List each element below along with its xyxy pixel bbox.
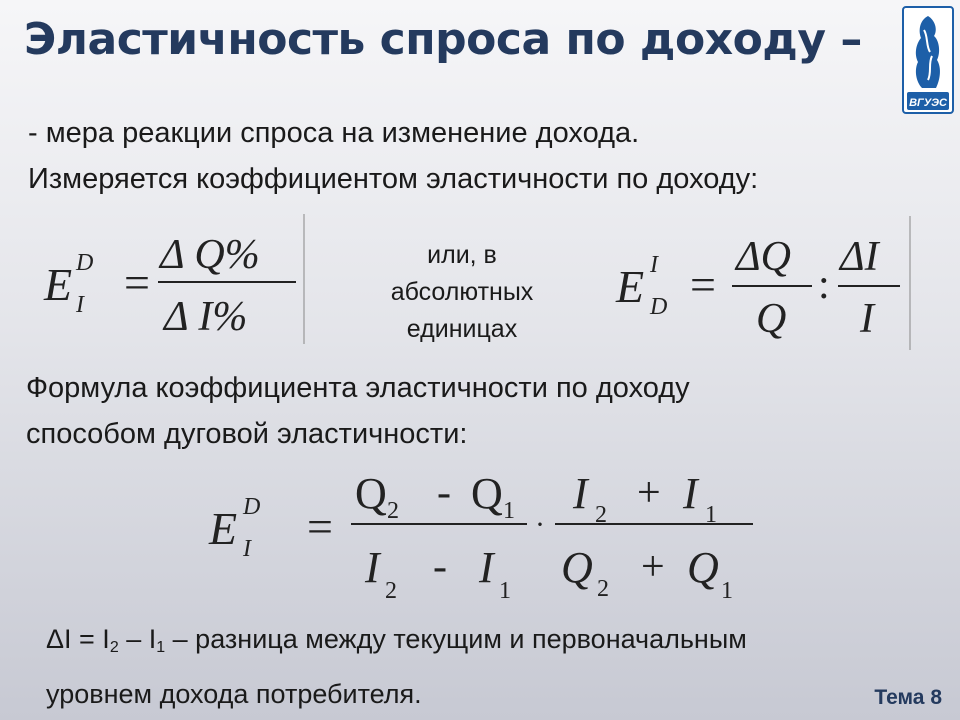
arc-f1-den-b-sub: 1 xyxy=(499,578,511,604)
arc-f2-num-op: + xyxy=(637,470,661,516)
formula-right-frac1-num: ΔQ xyxy=(736,234,791,280)
footnote-delta: ΔI = I xyxy=(46,624,110,654)
arc-f2-den-a-sub: 2 xyxy=(597,576,609,602)
footnote-minus: – I xyxy=(118,624,157,654)
theme-label: Тема 8 xyxy=(874,686,942,709)
arc-sup: D xyxy=(243,494,261,520)
arc-f2-den-op: + xyxy=(641,544,665,590)
arc-f1-num-a-sub: 2 xyxy=(387,498,399,524)
footnote-rest: – разница между текущим и первоначальным xyxy=(165,624,747,654)
arc-f1-den-a-sub: 2 xyxy=(385,578,397,604)
delta-income-definition xyxy=(46,616,906,717)
intro-line-2: Измеряется коэффициентом эластичности по доходу: xyxy=(28,163,759,195)
note-line-3: единицах xyxy=(406,315,518,343)
formula-right-sub: D xyxy=(650,294,668,320)
formula-left-sup: D xyxy=(76,250,94,276)
arc-f1-num-a: Q xyxy=(355,469,387,518)
formula-right-ratio: : xyxy=(818,262,830,308)
sec2-line-1: Формула коэффициента эластичности по доходу xyxy=(26,372,690,404)
arc-f1-num-op: - xyxy=(437,470,451,516)
arc-f2-num-b: I xyxy=(683,469,698,518)
arc-f1-den-a: I xyxy=(365,543,380,592)
arc-e: E xyxy=(209,503,238,554)
absolute-units-note xyxy=(352,237,572,348)
formula-right-e: E xyxy=(616,261,645,312)
formula-left-denominator: Δ I% xyxy=(164,294,248,340)
formula-right-sup: I xyxy=(650,252,658,278)
formula-right-eq: = xyxy=(690,259,716,310)
formula-right-frac2-num: ΔI xyxy=(840,234,879,280)
intro-line-1: - мера реакции спроса на изменение дохода. xyxy=(28,117,640,149)
arc-elasticity-heading xyxy=(26,365,886,457)
footnote-sub-2: 2 xyxy=(109,639,119,656)
arc-f1-num-b: Q xyxy=(471,469,503,518)
arc-f1-num-b-sub: 1 xyxy=(503,498,515,524)
note-line-1: или, в xyxy=(427,241,497,269)
logo-text: ВГУЭС xyxy=(909,97,947,109)
formula-left-numerator: Δ Q% xyxy=(160,232,260,278)
arc-sub: I xyxy=(243,536,251,562)
arc-eq: = xyxy=(307,501,333,552)
arc-f1-den-b: I xyxy=(479,543,494,592)
arc-f2-den-b-sub: 1 xyxy=(721,578,733,604)
formula-left-sub: I xyxy=(76,292,84,318)
formula-right-frac1-den: Q xyxy=(756,296,787,342)
note-line-2: абсолютных xyxy=(390,278,534,306)
arc-dot: · xyxy=(535,508,545,541)
arc-f2-den-b: Q xyxy=(687,543,719,592)
formula-absolute xyxy=(612,214,916,352)
formula-right-frac2-den: I xyxy=(860,296,874,342)
arc-f1-den-op: - xyxy=(433,544,447,590)
university-logo xyxy=(902,6,954,114)
slide-title: Эластичность спроса по доходу – xyxy=(24,14,862,65)
arc-f2-den-a: Q xyxy=(561,543,593,592)
arc-f2-num-a-sub: 2 xyxy=(595,502,607,528)
formula-percent xyxy=(40,212,310,347)
arc-f2-num-b-sub: 1 xyxy=(705,502,717,528)
formula-left-e: E xyxy=(44,259,73,310)
arc-f2-num-a: I xyxy=(573,469,588,518)
intro-text xyxy=(28,110,888,202)
formula-arc xyxy=(205,458,765,608)
sec2-line-2: способом дуговой эластичности: xyxy=(26,418,468,450)
footnote-sub-1: 1 xyxy=(156,639,166,656)
footnote-line-1 xyxy=(46,616,906,671)
formula-left-eq: = xyxy=(124,257,150,308)
footnote-line-2: уровнем дохода потребителя. xyxy=(46,679,422,709)
